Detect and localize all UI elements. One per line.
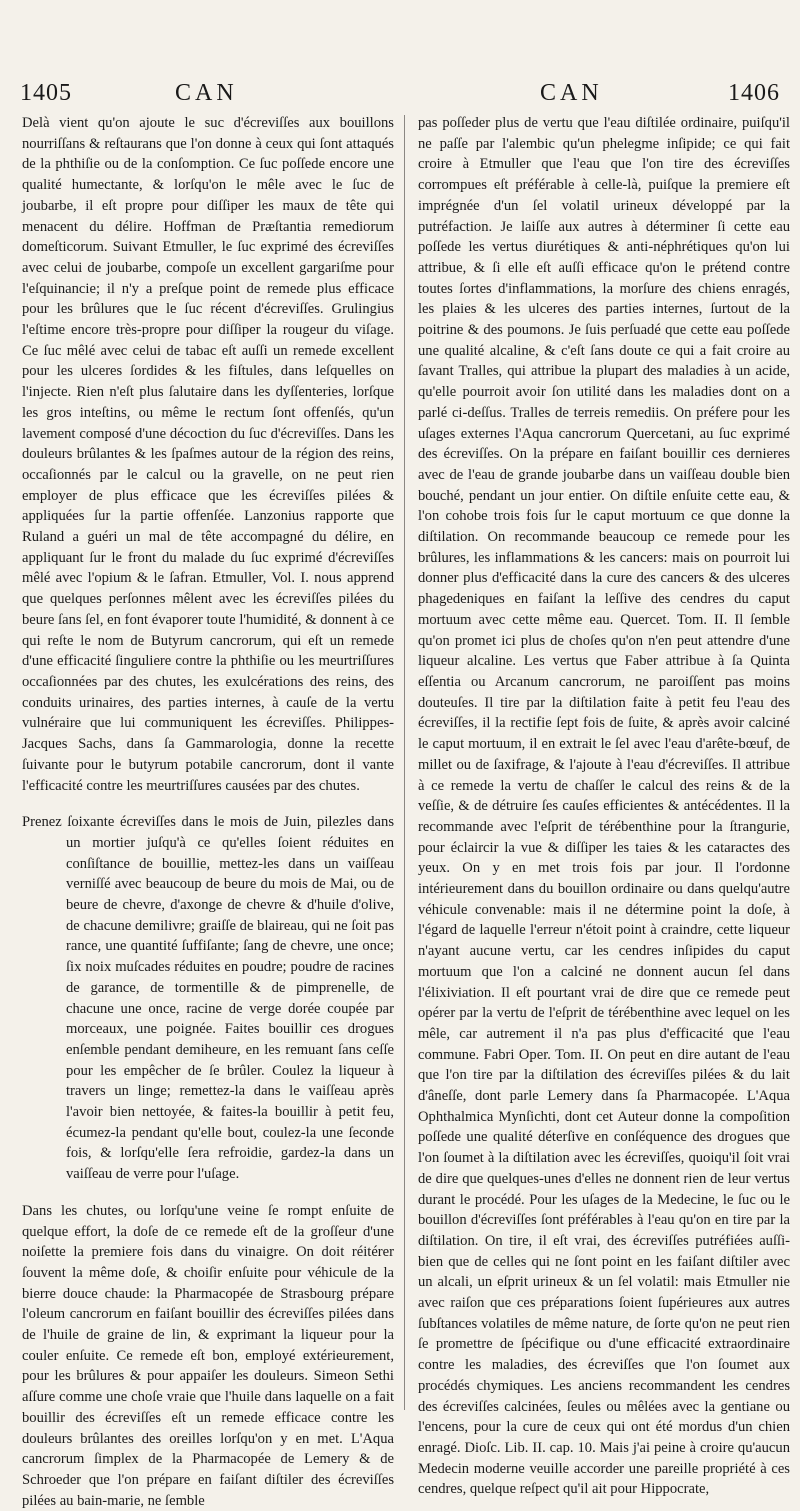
recipe-paragraph: Prenez ſoixante écreviſſes dans le mois de Juin, pilezles dans un mortier juſqu'à ce qu'elles ſoient réduites en conſiſtance de bouillie, mettez-les dans un vaiſſeau verniſſé avec beaucoup de beure du mois de Mai, ou de beure de chevre, d'axonge de chevre & d'huile d'olive, de chacune demilivre; graiſſe de blaireau, qui ne ſoit pas rance, une quantité ſuffiſante; ſang de chevre, une once; ſix noix muſcades réduites en poudre; poudre de racines de garance, de tormentille & de pimprenelle, de chacune une once, racine de verge dorée coupée par morceaux, une poignée. Faites bouillir ces drogues enſemble pendant demiheure, en les remuant ſans ceſſe pour les empêcher de ſe brûler. Coulez la liqueur à travers un linge; remettez-la dans le vaiſſeau après l'avoir bien nettoyée, & faites-la bouillir à petit feu, écumez-la pendant qu'elle bout, coulez-la une ſeconde fois, & lorſqu'elle ſera refroidie, gardez-la dans un vaiſſeau de verre pour l'uſage.: [22, 814, 394, 1183]
left-column: [22, 113, 394, 1511]
running-head-right: CAN: [540, 80, 603, 106]
paragraph: Dans les chutes, ou lorſqu'une veine ſe rompt enſuite de quelque effort, la doſe de ce remede eſt de la groſſeur d'une noiſette la premiere fois dans du vinaigre. On doit réitérer ſouvent la même doſe, & choiſir enſuite pour véhicule de la bierre douce chaude: la Pharmacopée de Strasbourg prépare l'oleum cancrorum en faiſant bouillir des écreviſſes pilées dans de l'huile de graine de lin, & exprimant la liqueur pour la couler enſuite. Ce remede eſt bon, employé extérieurement, pour les brûlures & pour appaiſer les douleurs. Simeon Sethi aſſure comme une choſe vraie que l'huile dans laquelle on a fait bouillir des écreviſſes eſt un remede efficace contre les douleurs brûlantes des oreilles lorſqu'on y en met. L'Aqua cancrorum ſimplex de la Pharmacopée de Lemery & de Schroeder que l'on prépare en faiſant diſtiler des écreviſſes pilées au bain-marie, ne ſemble: [22, 1202, 394, 1509]
running-header: [20, 80, 780, 112]
right-column: [418, 113, 790, 1500]
column-divider: [404, 115, 405, 1410]
page-number-left: 1405: [20, 80, 72, 106]
running-head-left: CAN: [175, 80, 238, 106]
paragraph: Delà vient qu'on ajoute le suc d'écreviſſes aux bouillons nourriſſans & reſtaurans que l'on donne à ceux qui ſont attaqués de la phthiſie ou de la conſomption. Ce ſuc poſſede encore une qualité humectante, & lorſqu'on le mêle avec le ſuc de joubarbe, il eſt propre pour diſſiper les maux de tête qui menacent du délire. Hoffman de Præſtantia remediorum domeſticorum. Suivant Etmuller, le ſuc exprimé des écreviſſes avec celui de joubarbe, compoſe un excellent gargariſme pour l'eſquinancie; il n'y a preſque point de remede plus efficace pour les brûlures que le ſuc récent d'écreviſſes. Grulingius l'eſtime encore très-propre pour diſſiper la rougeur du viſage. Ce ſuc mêlé avec celui de tabac eſt auſſi un remede excellent pour les ulceres ſordides & les fiſtules, dans leſquelles on l'injecte. Rien n'eſt plus ſalutaire dans les dyſſenteries, lorſque les gros inteſtins, ou même le rectum ſont offenſés, qu'un lavement composé d'une décoction du ſuc d'écreviſſes. Dans les douleurs brûlantes & les ſpaſmes autour de la région des reins, occaſionnés par le calcul ou la gravelle, on ne peut rien employer de plus efficace que les écreviſſes pilées & appliquées ſur la partie offenſée. Lanzonius rapporte que Ruland a guéri un mal de tête accompagné du délire, en appliquant ſur le front du malade du ſuc exprimé d'écreviſſes mêlé avec l'opium & le ſafran. Etmuller, Vol. I. nous apprend que quelques perſonnes mêlent avec les écreviſſes pilées du beure ſans ſel, en font évaporer toute l'humidité, & donnent à ce qui reſte le nom de Butyrum cancrorum, qui eſt un remede d'une efficacité ſinguliere contre la phthiſie ou les meurtriſſures occaſionnées par des chutes, les exulcérations des reins, des conduits urinaires, des parties internes, à cauſe de la vertu vulnéraire que lui communiquent les écreviſſes. Philippes-Jacques Sachs, dans ſa Gammarologia, donne la recette ſuivante pour le butyrum potabile cancrorum, dont il vante l'efficacité contre les meurtriſſures causées par des chutes.: [22, 115, 394, 794]
paragraph: pas poſſeder plus de vertu que l'eau diſtilée ordinaire, puiſqu'il ne paſſe par l'alembic qu'un phelegme inſipide; ce qui fait croire à Etmuller que l'eau que l'on tire des écreviſſes corrompues eſt préférable à celle-là, puiſque la premiere eſt imprégnée d'un ſel volatil urineux développé par la putréfaction. Je laiſſe aux autres à déterminer ſi cette eau poſſede les vertus diurétiques & anti-néphrétiques qu'on lui attribue, & ſi elle eſt auſſi efficace qu'on le prétend contre toutes ſortes d'inflammations, la morſure des chiens enragés, les plaies & les ulceres des parties internes, ſurtout de la poitrine & des poumons. Je ſuis perſuadé que cette eau poſſede une qualité alcaline, & c'eſt ſans doute ce qui a fait croire au ſavant Tralles, qui attribue la plupart des maladies à un acide, qu'elle pourroit avoir ſon utilité dans les maladies dont on a parlé ci-deſſus. Tralles de terreis remediis. On préfere pour les uſages externes l'Aqua cancrorum Quercetani, au ſuc exprimé des écreviſſes. On la prépare en faiſant bouillir ces dernieres avec de l'eau de grande joubarbe dans un vaiſſeau double bien bouché, pendant un jour entier. On diſtile enſuite cette eau, & l'on cohobe trois fois ſur le caput mortuum ce que donne la diſtilation. On recommande beaucoup ce remede pour les brûlures, les inflammations & les cancers: mais on pourroit lui donner plus d'efficacité dans la cure des cancers & des ulceres phagedeniques en faiſant la leſſive des cendres du caput mortuum avec cette même eau. Quercet. Tom. II. Il ſemble qu'on promet ici plus de choſes qu'on n'en peut attendre d'une liqueur alcaline. Les vertus que Faber attribue à ſa Quinta eſſentia ou Arcanum cancrorum, ne paroiſſent pas moins douteuſes. Il tire par la diſtilation faite à petit feu l'eau des écreviſſes, il la rectifie ſept fois de ſuite, & après avoir calciné le caput mortuum, il en extrait le ſel avec l'eau d'arête-bœuf, de millet ou de ſaxifrage, & l'ajoute à l'eau d'écreviſſes. Il attribue à ce remede la vertu de chaſſer le calcul des reins & de la veſſie, & de détruire ſes cauſes efficientes & antécédentes. Il la recommande avec l'eſprit de térébenthine pour la ſtrangurie, pour éclaircir la vue & diſſiper les taies & les cataractes des yeux. On y en met trois fois par jour. Il l'ordonne intérieurement dans du bouillon ordinaire ou dans quelqu'autre véhicule convenable: mais il ne détermine point la doſe, à l'égard de laquelle l'erreur n'étoit point à craindre, cette liqueur n'ayant aucune vertu, car les cendres inſipides du caput mortuum que l'on a calciné ne donnent aucun ſel dans l'élixiviation. Il eſt pourtant vrai de dire que ce remede peut opérer par la vertu de l'eſprit de térébenthine avec lequel on les mêle, car autrement il n'a pas plus d'efficacité que l'eau commune. Fabri Oper. Tom. II. On peut en dire autant de l'eau que l'on tire par la diſtilation des écreviſſes pilées & du lait d'âneſſe, dont parle Lemery dans ſa Pharmacopée. L'Aqua Ophthalmica Mynſichti, dont cet Auteur donne la compoſition poſſede une qualité déterſive en conſéquence des drogues que l'on ſoumet à la diſtilation avec les écreviſſes, quoiqu'il ſoit vrai de dire que quelques-unes d'elles ne donnent rien de leur vertus durant le procédé. Pour les uſages de la Medecine, le ſuc ou le bouillon d'écreviſſes ſont préférables à l'eau qu'on en tire par la diſtilation. On tire, il eſt vrai, des écreviſſes putréfiées auſſi-bien que de celles qui ne ſont point en les faiſant diſtiler avec un alcali, un eſprit urineux & un ſel volatil: mais Etmuller nie avec raiſon que ces préparations ſoient ſupérieures aux autres ſubſtances volatiles de même nature, de ſorte qu'on ne peut rien ſe promettre de ſpécifique ou d'une efficacité extraordinaire contre les maladies, des écreviſſes que l'on ſoumet aux procédés chymiques. Les anciens recommandent les cendres des écreviſſes calcinées, ſeules ou mêlées avec la gentiane ou l'encens, pour la cure de ceux qui ont été mordus d'un chien enragé. Dioſc. Lib. II. cap. 10. Mais j'ai peine à croire qu'aucun Medecin moderne veuille accorder une pareille propriété à ces cendres, quelque reſpect qu'il ait pour Hippocrate,: [418, 115, 790, 1498]
page-number-right: 1406: [728, 80, 780, 106]
